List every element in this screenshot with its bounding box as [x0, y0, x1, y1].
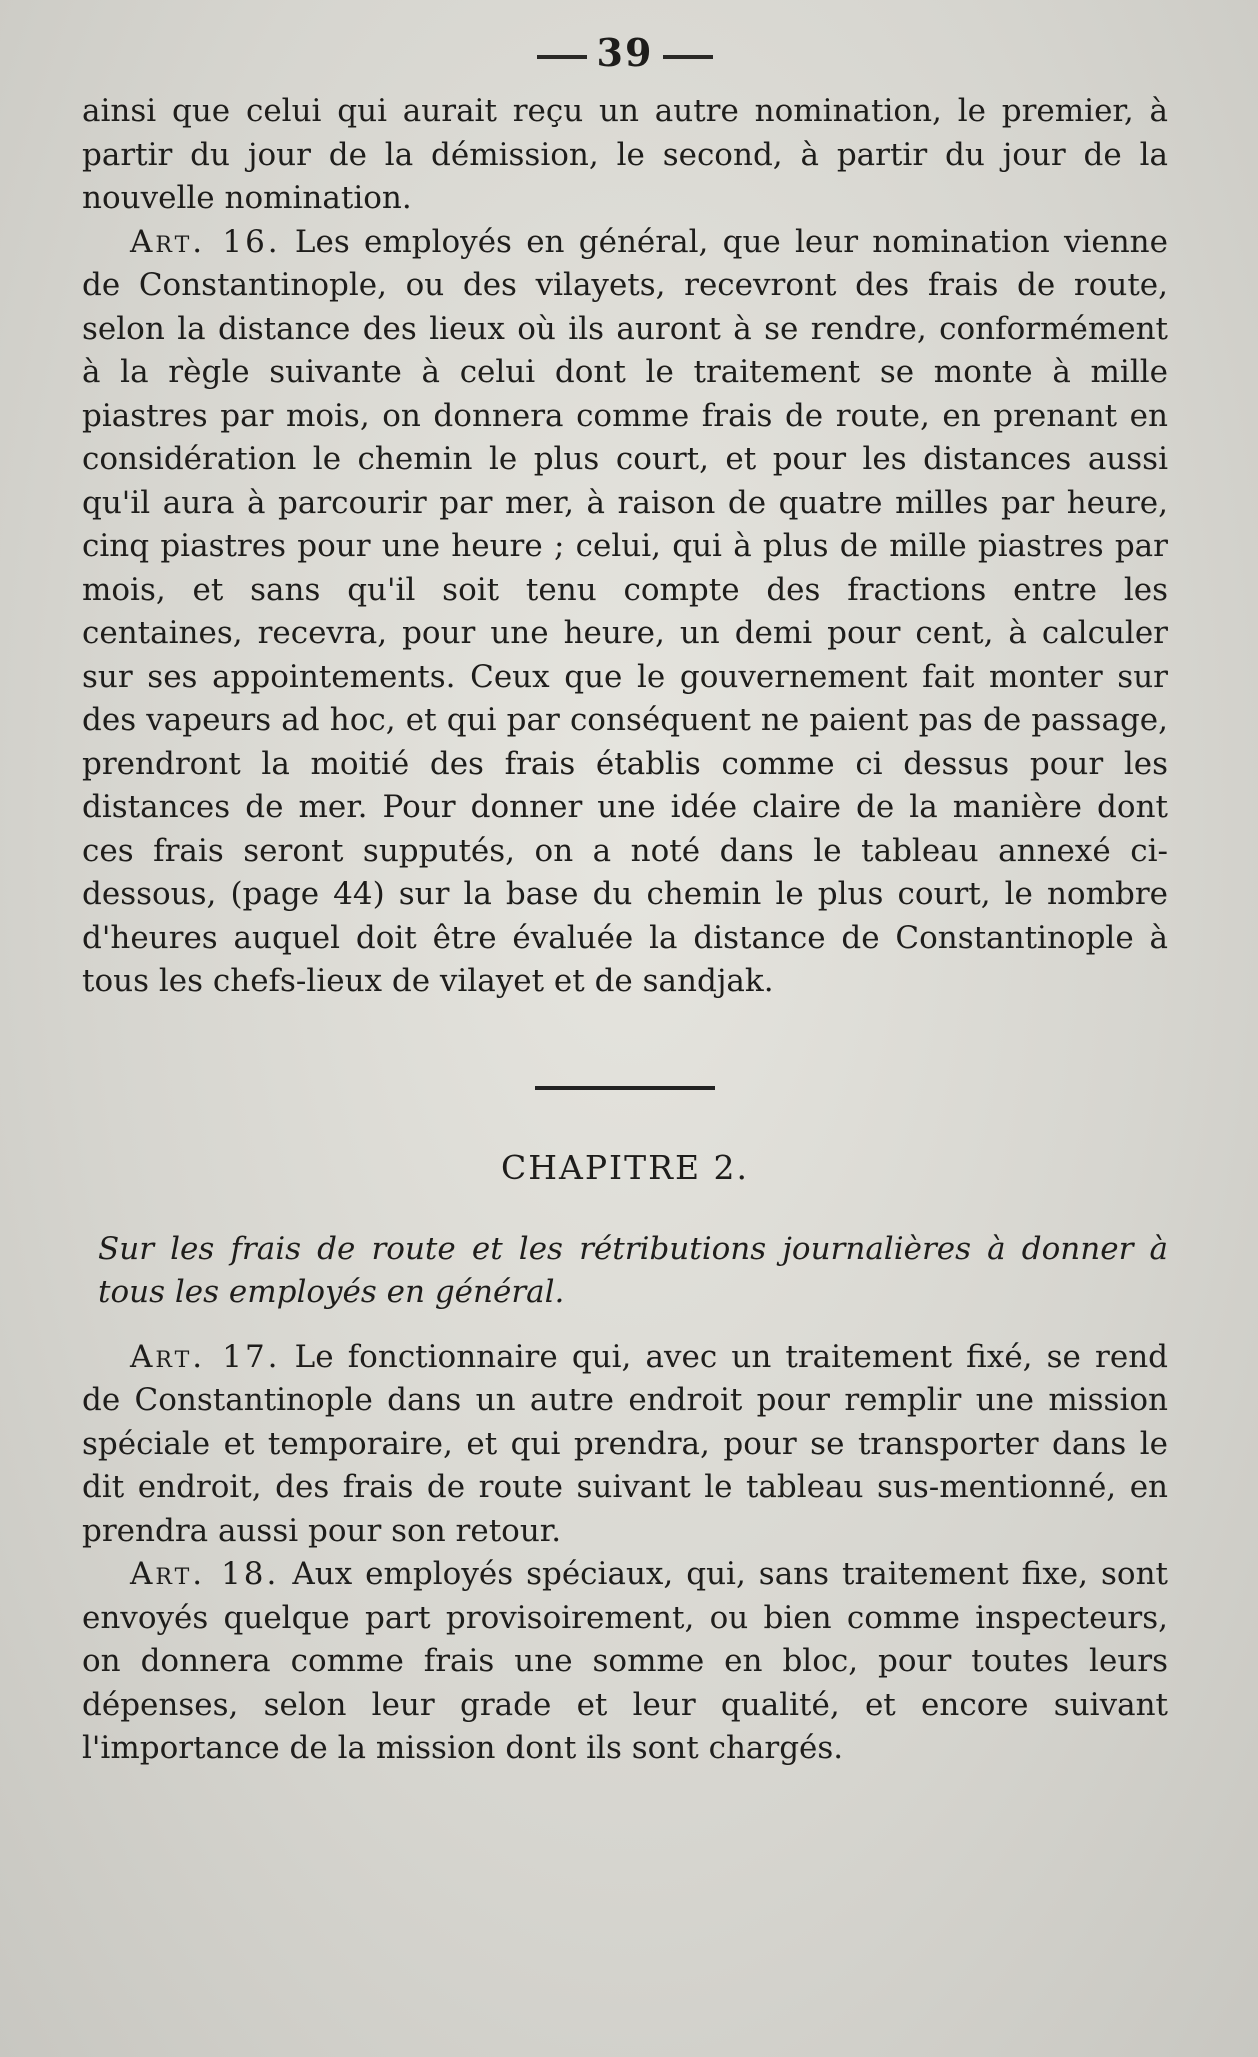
- page-number-dash-left: [537, 55, 587, 59]
- article-17: [82, 1336, 1168, 1554]
- section-divider: [535, 1086, 715, 1090]
- page-number-text: 39: [596, 30, 654, 75]
- article-label: Art. 16.: [130, 223, 281, 260]
- article-label: Art. 18.: [130, 1556, 280, 1592]
- article-text: Les employés en général, que leur nomination vienne de Constantinople, ou des vilayets, recevront des frais de route, selon la distance des lieux où ils auront à se rendre, conformément à la règle suivante à celui dont le traitement se monte à mille piastres par mois, on donnera comme frais de route, en prenant en considération le chemin le plus court, et pour les distances aussi qu'il aura à parcourir par mer, à raison de quatre milles par heure, cinq piastres pour une heure ; celui, qui à plus de mille piastres par mois, et sans qu'il soit tenu compte des fractions entre les centaines, recevra, pour une heure, un demi pour cent, à calculer sur ses appointements. Ceux que le gouvernement fait monter sur des vapeurs ad hoc, et qui par conséquent ne paient pas de passage, prendront la moitié des frais établis comme ci dessus pour les distances de mer. Pour donner une idée claire de la manière dont ces frais seront supputés, on a noté dans le tableau annexé ci-dessous, (page 44) sur la base du chemin le plus court, le nombre d'heures auquel doit être évaluée la distance de Constantinople à tous les chefs-lieux de vilayet et de sandjak.: [82, 223, 1168, 999]
- paragraph-continuation: [82, 90, 1168, 221]
- chapter-subtitle: Sur les frais de route et les rétributions journalières à donner à tous les employés en général.: [98, 1230, 1168, 1310]
- article-16: [82, 221, 1168, 1004]
- page-number-dash-right: [663, 55, 713, 59]
- article-18: [82, 1553, 1168, 1771]
- article-text: Le fonctionnaire qui, avec un traitement fixé, se rend de Constantinople dans un autre endroit pour remplir une mission spéciale et temporaire, et qui prendra, pour se transporter dans le dit endroit, des frais de route suivant le tableau sus-mentionné, en prendra aussi pour son retour.: [82, 1338, 1169, 1549]
- page-number: [82, 0, 1168, 90]
- paragraph-text: ainsi que celui qui aurait reçu un autre nomination, le premier, à partir du jour de la démission, le second, à partir du jour de la nouvelle nomination.: [82, 93, 1168, 216]
- body-text-top: [82, 90, 1168, 1004]
- chapter-title: CHAPITRE 2.: [500, 1147, 750, 1187]
- article-label: Art. 17.: [130, 1338, 281, 1375]
- body-text-bottom: [82, 1336, 1168, 1771]
- article-text: Aux employés spéciaux, qui, sans traitement fixe, sont envoyés quelque part provisoirement, ou bien comme inspecteurs, on donnera comme frais une somme en bloc, pour toutes leurs dépenses, selon leur grade et leur qualité, et encore suivant l'importance de la mission dont ils sont chargés.: [82, 1556, 1168, 1766]
